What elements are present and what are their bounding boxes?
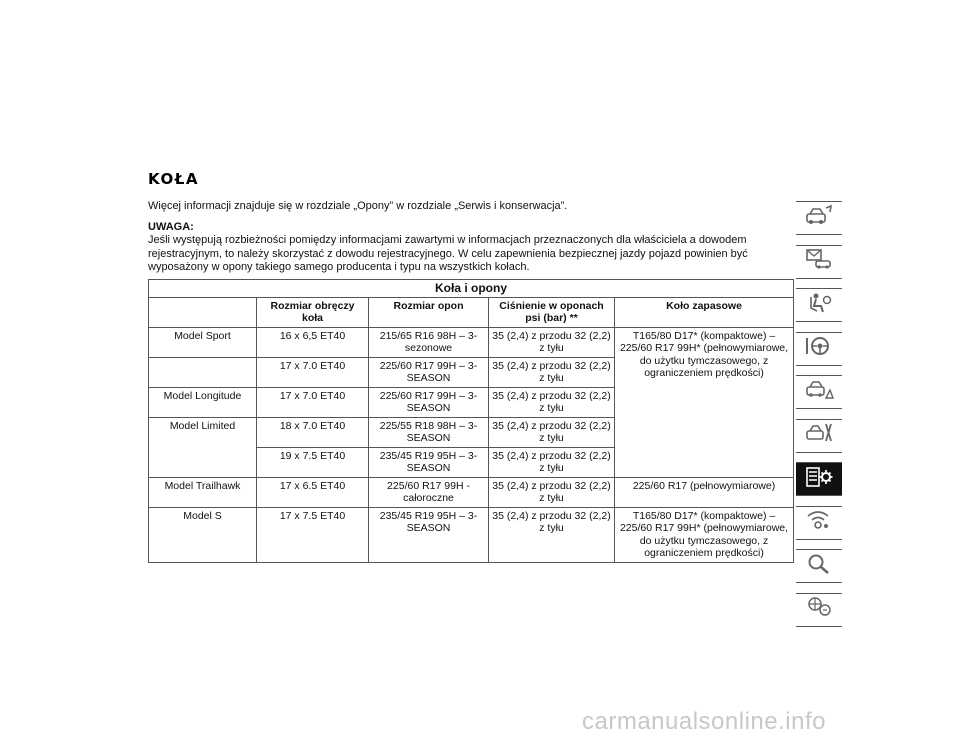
tab-specs[interactable] [796,462,842,496]
multimedia-icon [804,508,834,537]
car-warning-icon [804,378,834,407]
cell-rim: 19 x 7.5 ET40 [257,447,369,477]
car-tools-icon [804,421,834,450]
car-mail-icon [804,247,834,276]
cell-spare-shared: T165/80 D17* (kompaktowe) – 225/60 R17 99H* (pełnowymiarowe, do użytku tymczasowego, z ograniczeniem prędkości) [615,327,794,477]
specs-gear-icon [804,465,834,494]
tab-multimedia[interactable] [796,506,842,540]
section-title: KOŁA [148,170,199,188]
header-rim-size: Rozmiar obręczy koła [257,297,369,327]
cell-tire: 225/60 R17 99H – 3-SEASON [369,387,489,417]
car-info-icon [804,204,834,233]
cell-tire: 215/65 R16 98H – 3-sezonowe [369,327,489,357]
cell-rim: 16 x 6,5 ET40 [257,327,369,357]
cell-rim: 17 x 7.0 ET40 [257,357,369,387]
cell-model: Model Sport [149,327,257,357]
cell-pressure: 35 (2,4) z przodu 32 (2,2) z tyłu [489,477,615,507]
cell-model: Model Limited [149,417,257,477]
cell-tire: 225/60 R17 99H -całoroczne [369,477,489,507]
header-spare: Koło zapasowe [615,297,794,327]
intro-text: Więcej informacji znajduje się w rozdziale „Opony” w rozdziale „Serwis i konserwacja”. [148,200,568,212]
cell-tire: 235/45 R19 95H – 3-SEASON [369,507,489,562]
header-tire-size: Rozmiar opon [369,297,489,327]
header-pressure: Ciśnienie w oponach psi (bar) ** [489,297,615,327]
cell-model: Model S [149,507,257,562]
tab-car-warning[interactable] [796,375,842,409]
cell-spare: 225/60 R17 (pełnowymiarowe) [615,477,794,507]
watermark: carmanualsonline.info [582,708,826,735]
search-icon [804,552,834,581]
note-body: Jeśli występują rozbieżności pomiędzy informacjami zawartymi w informacjach przeznaczonych dla właściciela a dowodem rejestracyjnym, to należy skorzystać z dowodu rejestracyjnego. W celu zapewnienia bezpiecznej jazdy pojazd powinien być wyposażony w opony takiego samego producenta i typu na wszystkich kołach. [148,234,748,273]
cell-rim: 17 x 7.5 ET40 [257,507,369,562]
tab-seat-airbag[interactable] [796,288,842,322]
tab-search[interactable] [796,549,842,583]
language-icon [804,595,834,624]
cell-spare: T165/80 D17* (kompaktowe) – 225/60 R17 99H* (pełnowymiarowe, do użytku tymczasowego, z ograniczeniem prędkości) [615,507,794,562]
cell-rim: 18 x 7.0 ET40 [257,417,369,447]
wheels-tires-table [148,279,794,563]
table-caption: Koła i opony [149,280,794,298]
cell-pressure: 35 (2,4) z przodu 32 (2,2) z tyłu [489,447,615,477]
cell-model [149,357,257,387]
table-row [149,327,794,357]
cell-pressure: 35 (2,4) z przodu 32 (2,2) z tyłu [489,327,615,357]
tab-car-tools[interactable] [796,419,842,453]
cell-pressure: 35 (2,4) z przodu 32 (2,2) z tyłu [489,357,615,387]
cell-tire: 225/55 R18 98H – 3-SEASON [369,417,489,447]
tab-car-info[interactable] [796,201,842,235]
steering-wheel-icon [804,334,834,363]
cell-pressure: 35 (2,4) z przodu 32 (2,2) z tyłu [489,417,615,447]
tab-language[interactable] [796,593,842,627]
cell-rim: 17 x 7.0 ET40 [257,387,369,417]
table-row [149,477,794,507]
cell-model: Model Trailhawk [149,477,257,507]
note-heading: UWAGA: [148,221,194,233]
cell-tire: 235/45 R19 95H – 3-SEASON [369,447,489,477]
seat-airbag-icon [804,291,834,320]
cell-pressure: 35 (2,4) z przodu 32 (2,2) z tyłu [489,387,615,417]
cell-tire: 225/60 R17 99H – 3-SEASON [369,357,489,387]
cell-rim: 17 x 6.5 ET40 [257,477,369,507]
header-model [149,297,257,327]
cell-model: Model Longitude [149,387,257,417]
tab-car-mail[interactable] [796,245,842,279]
cell-pressure: 35 (2,4) z przodu 32 (2,2) z tyłu [489,507,615,562]
table-row [149,507,794,562]
chapter-tabs [796,201,842,636]
tab-steering[interactable] [796,332,842,366]
